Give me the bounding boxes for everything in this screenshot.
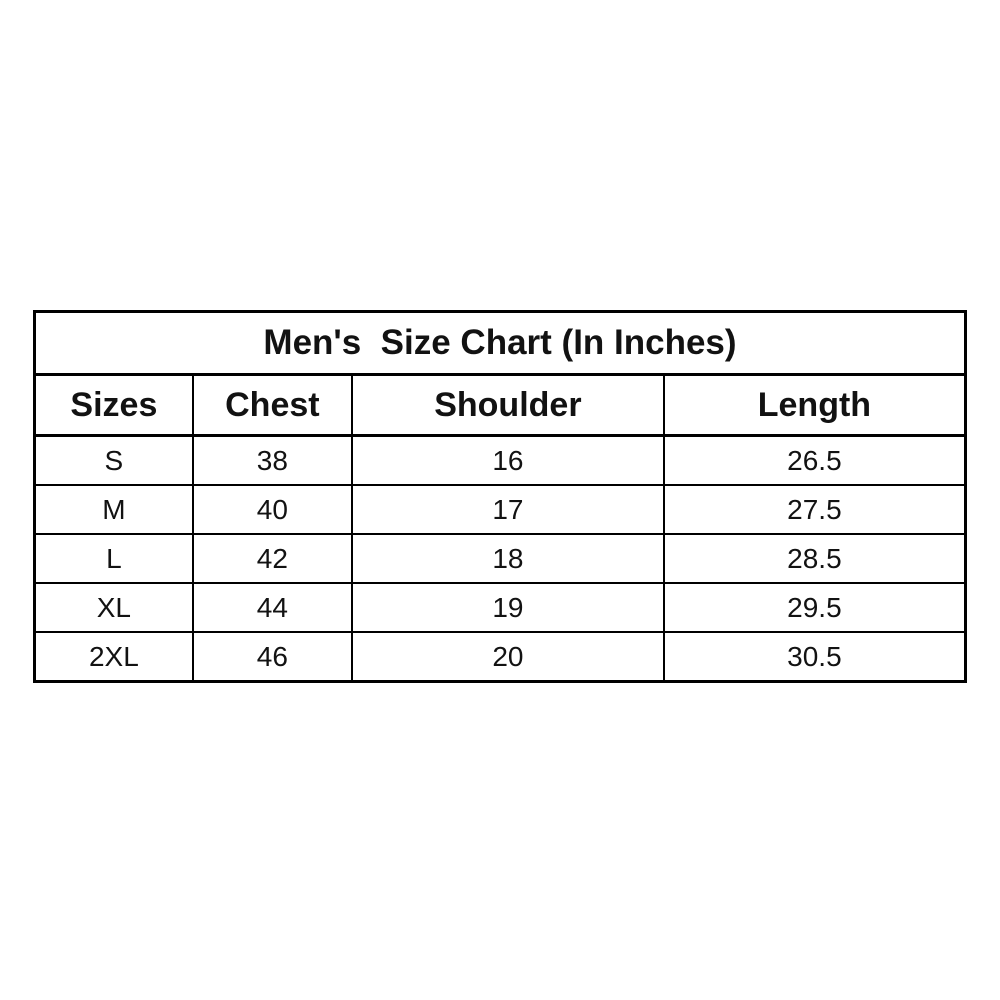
cell-chest: 40 bbox=[193, 485, 352, 534]
cell-shoulder: 19 bbox=[352, 583, 664, 632]
cell-shoulder: 17 bbox=[352, 485, 664, 534]
cell-length: 30.5 bbox=[664, 632, 966, 682]
size-chart-container bbox=[33, 310, 967, 683]
table-row-2xl bbox=[35, 632, 966, 682]
cell-length: 28.5 bbox=[664, 534, 966, 583]
cell-length: 26.5 bbox=[664, 436, 966, 486]
cell-chest: 42 bbox=[193, 534, 352, 583]
cell-chest: 38 bbox=[193, 436, 352, 486]
table-title: Men's Size Chart (In Inches) bbox=[35, 312, 966, 375]
cell-chest: 46 bbox=[193, 632, 352, 682]
header-length: Length bbox=[664, 375, 966, 436]
cell-size: S bbox=[35, 436, 193, 486]
cell-shoulder: 16 bbox=[352, 436, 664, 486]
cell-chest: 44 bbox=[193, 583, 352, 632]
cell-shoulder: 20 bbox=[352, 632, 664, 682]
header-shoulder: Shoulder bbox=[352, 375, 664, 436]
cell-size: XL bbox=[35, 583, 193, 632]
header-sizes: Sizes bbox=[35, 375, 193, 436]
cell-length: 29.5 bbox=[664, 583, 966, 632]
header-chest: Chest bbox=[193, 375, 352, 436]
table-row-l bbox=[35, 534, 966, 583]
table-title-row bbox=[35, 312, 966, 375]
cell-size: L bbox=[35, 534, 193, 583]
cell-size: M bbox=[35, 485, 193, 534]
cell-length: 27.5 bbox=[664, 485, 966, 534]
size-chart-table bbox=[33, 310, 967, 683]
table-header-row bbox=[35, 375, 966, 436]
cell-shoulder: 18 bbox=[352, 534, 664, 583]
table-row-m bbox=[35, 485, 966, 534]
table-row-xl bbox=[35, 583, 966, 632]
cell-size: 2XL bbox=[35, 632, 193, 682]
table-row-s bbox=[35, 436, 966, 486]
